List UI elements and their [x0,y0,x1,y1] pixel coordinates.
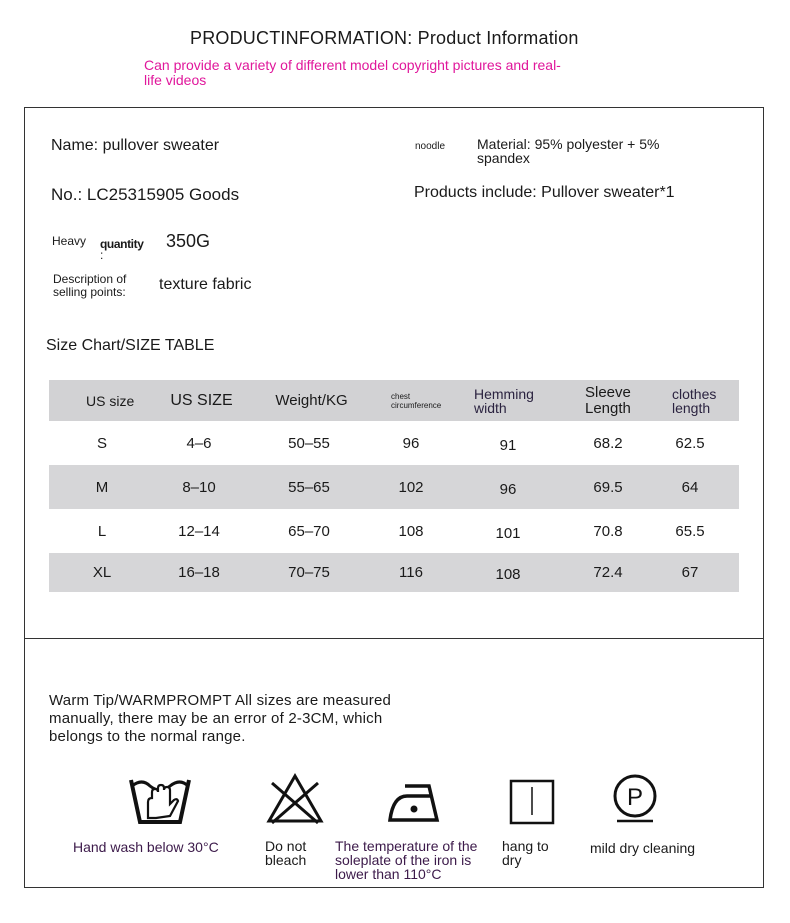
cell-us-size: 12–14 [178,522,220,540]
cell-sleeve: 72.4 [593,564,623,581]
cell-size: S [96,434,107,452]
cell-hemming: 101 [495,524,521,542]
cell-sleeve: 70.8 [593,522,623,540]
table-row [49,421,739,465]
cell-chest: 116 [399,564,423,581]
product-number: No.: LC25315905 Goods [51,185,240,204]
page-title: PRODUCTINFORMATION: Product Information [190,28,579,48]
cell-weight: 55–65 [288,478,330,496]
cell-chest: 108 [398,522,424,540]
cell-clothes-length: 65.5 [675,522,705,540]
warm-tip: Warm Tip/WARMPROMPT All sizes are measured manually, there may be an error of 2-3CM, which belongs to the normal range. [49,692,392,745]
table-row [49,465,739,509]
heavy-label: Heavy [52,234,87,248]
cell-size: XL [92,564,112,581]
cell-clothes-length: 67 [681,564,699,581]
iron-label: The temperature of the soleplate of the iron is lower than 110°C [335,838,478,882]
cell-weight: 50–55 [288,434,330,452]
section-divider [24,638,764,639]
quantity-colon: : [100,248,104,262]
cell-hemming: 91 [499,436,517,454]
do-not-bleach-label: Do not bleach [265,838,307,868]
cell-weight: 70–75 [288,564,330,581]
product-name: Name: pullover sweater [51,137,220,154]
copyright-note: Can provide a variety of different model copyright pictures and real-life videos [144,57,561,88]
selling-points-value: texture fabric [159,276,252,293]
header-us-size-range: US SIZE [170,391,233,409]
cell-clothes-length: 64 [681,478,699,496]
hang-dry-label: hang to dry [502,838,549,868]
size-chart-title: Size Chart/SIZE TABLE [46,337,215,354]
cell-clothes-length: 62.5 [675,434,705,452]
cell-sleeve: 68.2 [593,434,623,452]
cell-size: L [97,522,107,540]
cell-chest: 96 [402,434,420,452]
cell-us-size: 4–6 [186,434,212,452]
dry-clean-label: mild dry cleaning [590,840,696,856]
hand-wash-label: Hand wash below 30°C [73,839,219,855]
do-not-bleach-icon [266,773,324,825]
products-include: Products include: Pullover sweater*1 [414,184,675,201]
weight-value: 350G [166,231,211,251]
cell-sleeve: 69.5 [593,478,623,496]
noodle-label: noodle [415,141,446,152]
cell-chest: 102 [398,478,424,496]
hang-dry-icon [509,779,555,825]
cell-size: M [95,478,109,496]
cell-hemming: 96 [499,480,517,498]
table-row [49,553,739,592]
material-text: Material: 95% polyester + 5% spandex [477,136,660,166]
hand-wash-icon [128,774,192,828]
dry-clean-icon [612,774,658,824]
cell-us-size: 8–10 [182,478,216,496]
table-header-row [49,380,739,421]
selling-points-label: Description of selling points: [53,272,127,299]
cell-weight: 65–70 [288,522,330,540]
cell-hemming: 108 [495,566,521,583]
quantity-label: quantity [100,237,144,251]
header-clothes-length: clothes length [672,385,717,416]
header-us-size: US size [86,392,135,409]
header-sleeve: Sleeve Length [585,383,631,417]
table-row [49,509,739,553]
header-weight: Weight/KG [275,392,348,409]
cell-us-size: 16–18 [178,564,220,581]
iron-low-icon [387,782,441,824]
size-table [49,380,739,592]
header-chest: chest circumference [391,391,442,410]
svg-text:P: P [626,784,644,811]
header-hemming: Hemming width [474,385,534,416]
